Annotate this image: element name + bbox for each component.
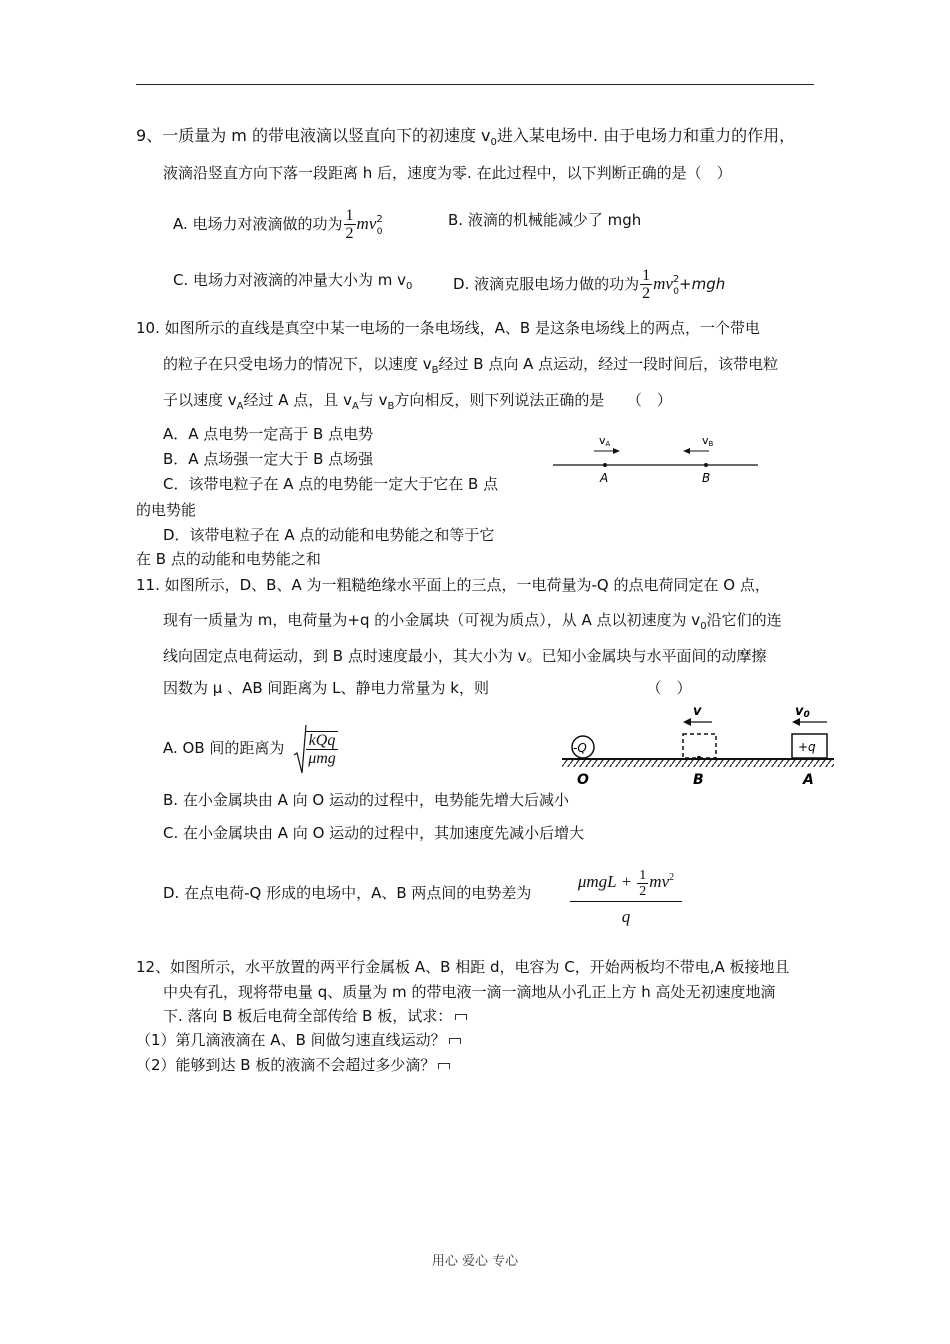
blank-marker-icon bbox=[438, 1063, 450, 1069]
v-arrowhead-icon bbox=[683, 718, 691, 726]
charge-q-label: -Q bbox=[573, 741, 587, 755]
q11-option-d: D. 在点电荷-Q 形成的电场中，A、B 两点间的电势差为 bbox=[163, 884, 532, 902]
point-b-dot bbox=[697, 756, 701, 760]
q11-option-b: B. 在小金属块由 A 向 O 运动的过程中，电势能先增大后减小 bbox=[163, 791, 569, 809]
point-a-dot bbox=[603, 463, 607, 467]
v0-arrowhead-icon bbox=[792, 718, 800, 726]
q10-line2: 的粒子在只受电场力的情况下，以速度 $v_B$经过 B 点向 A 点运动，经过一段时间后，该带电粒 bbox=[163, 355, 779, 376]
q12-subquestion-1: （1）第几滴液滴在 A、B 间做匀速直线运动？ bbox=[136, 1030, 461, 1050]
q10-field-line-figure bbox=[548, 428, 763, 490]
fraction-denominator: q bbox=[621, 907, 631, 926]
q10-line1: 10. 如图所示的直线是真空中某一电场的一条电场线，A、B 是这条电场线上的两点，一个带电 bbox=[136, 319, 760, 337]
point-a-label: A bbox=[600, 471, 609, 485]
q10-line3: 子以速度 $v_A$经过 A 点，且 $v_A$与 $v_B$方向相反，则下列说法正确的是 （ ） bbox=[163, 391, 672, 412]
page-footer: 用心 爱心 专心 bbox=[431, 1254, 519, 1269]
q9-option-d: D. 液滴克服电场力做的功为 $\frac{1}{2}$ $mv^2_0+mgh$ bbox=[453, 267, 726, 302]
vb-arrowhead-icon bbox=[683, 448, 690, 454]
q11-option-c: C. 在小金属块由 A 向 O 运动的过程中，其加速度先减小后增大 bbox=[163, 824, 585, 842]
v0-label: v0 bbox=[795, 704, 810, 720]
q12-line2: 中央有孔，现将带电量 q、质量为 m 的带电液一滴一滴地从小孔正上方 h 高处无初速度地滴 bbox=[163, 983, 776, 1001]
rough-surface-hatch bbox=[562, 759, 834, 767]
v-label: v bbox=[693, 704, 702, 719]
q10-option-d-line1: D．该带电粒子在 A 点的动能和电势能之和等于它 bbox=[163, 526, 495, 544]
q12-line1: 12、如图所示，水平放置的两平行金属板 A、B 相距 d，电容为 C，开始两板均不带电,A 板接地且 bbox=[136, 958, 790, 976]
point-b-label: B bbox=[702, 471, 711, 485]
q9-number: 9 bbox=[136, 126, 147, 145]
q11-line2: 现有一质量为 m，电荷量为+q 的小金属块（可视为质点），从 A 点以初速度为 $v_0$沿它们的连 bbox=[163, 611, 782, 632]
q10-option-c-line1: C．该带电粒子在 A 点的电势能一定大于它在 B 点 bbox=[163, 475, 499, 493]
q9-line2: 液滴沿竖直方向下落一段距离 h 后，速度为零. 在此过程中，以下判断正确的是（ ） bbox=[163, 164, 732, 182]
point-o-label: O bbox=[577, 772, 589, 788]
q9-option-a: A. 电场力对液滴做的功为 $\frac{1}{2}$ $mv^2_0$ bbox=[173, 207, 383, 242]
q11-option-d-fraction bbox=[570, 868, 682, 927]
vb-label: vB bbox=[702, 434, 714, 448]
sqrt-icon bbox=[293, 723, 307, 775]
q12-subquestion-2: （2）能够到达 B 板的液滴不会超过多少滴？ bbox=[136, 1055, 450, 1075]
q9-line1: 9、一质量为 m 的带电液滴以竖直向下的初速度 $v_0$进入某电场中. 由于电场力和重力的作用， bbox=[136, 126, 796, 148]
q11-line3: 线向固定点电荷运动，到 B 点时速度最小，其大小为 v。已知小金属块与水平面间的动摩擦 bbox=[163, 647, 767, 665]
point-a-label: A bbox=[803, 772, 814, 788]
point-b-dot bbox=[704, 463, 708, 467]
q11-line1: 11. 如图所示，D、B、A 为一粗糙绝缘水平面上的三点，一电荷量为-Q 的点电荷同定在 O 点， bbox=[136, 576, 770, 594]
blank-marker-icon bbox=[455, 1014, 467, 1020]
fraction-half: $\frac{1}{2}$ bbox=[345, 207, 354, 242]
block-at-b-dashed bbox=[683, 734, 716, 758]
q11-line4: 因数为 μ 、AB 间距离为 L、静电力常量为 k，则 （ ） bbox=[163, 679, 692, 697]
va-arrowhead-icon bbox=[613, 448, 620, 454]
q10-option-b: B．A 点场强一定大于 B 点场强 bbox=[163, 450, 374, 468]
point-b-label: B bbox=[693, 772, 704, 788]
q10-option-a: A．A 点电势一定高于 B 点电势 bbox=[163, 425, 374, 443]
q9-option-b: B. 液滴的机械能减少了 mgh bbox=[448, 211, 642, 229]
q11-charge-block-figure bbox=[552, 700, 838, 790]
q11-option-a: A. OB 间的距离为 $\frac{\text{kQq}}{\text{μmg}}$ bbox=[163, 722, 339, 775]
fraction-half: $\frac{1}{2}$ bbox=[642, 267, 651, 302]
q12-line3: 下. 落向 B 板后电荷全部传给 B 板，试求： bbox=[163, 1006, 467, 1026]
fraction-numerator: μmgL + $\frac{1}{2}$ $mv^2$ bbox=[570, 868, 682, 902]
q10-option-d-line2: 在 B 点的动能和电势能之和 bbox=[136, 550, 321, 568]
block-charge-label: +q bbox=[798, 740, 816, 754]
q9-option-c: C. 电场力对液滴的冲量大小为 m $v_0$ bbox=[173, 271, 413, 292]
q10-option-c-line2: 的电势能 bbox=[136, 501, 197, 519]
header-rule bbox=[136, 84, 814, 85]
blank-marker-icon bbox=[449, 1038, 461, 1044]
va-label: vA bbox=[599, 434, 611, 448]
sqrt-expression: $\frac{\text{kQq}}{\text{μmg}}$ bbox=[293, 723, 339, 775]
